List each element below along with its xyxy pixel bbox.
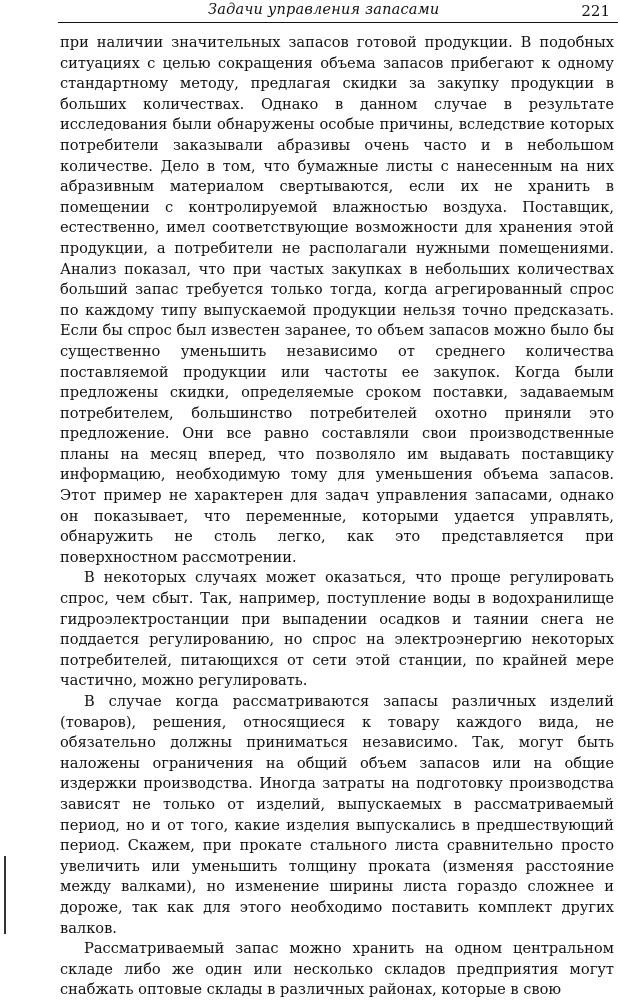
paragraph-1: при наличии значительных запасов готовой продукции. В подобных ситуациях с целью сокращения объема запасов прибегают к одному стандартному методу, предлагая скидки за закупку продукции в больших количествах. Однако в данном случае в результате исследования были обнаружены особые причины, вследствие которых потребители заказывали абразивы очень часто и в небольшом количестве. Дело в том, что бумажные листы с нанесенным на них абразивным материалом свертываются, если их не хранить в помещении с контролируемой влажностью воздуха. Поставщик, естественно, имел соответствующие возможности для хранения этой продукции, а потребители не располагали нужными помещениями. Анализ показал, что при частых закупках в небольших количествах больший запас требуется только тогда, когда агрегированный спрос по каждому типу выпускаемой продукции нельзя точно предсказать. Если бы спрос был известен заранее, то объем запасов можно было бы существенно уменьшить независимо от среднего количества поставляемой продукции или частоты ее закупок. Когда были предложены скидки, определяемые сроком поставки, задаваемым потребителем, большинство потребителей охотно приняли это предложение. Они все равно составляли свои производственные планы на месяц вперед, что позволяло им выдавать поставщику информацию, необходимую тому для уменьшения объема запасов. Этот пример не характерен для задач управления запасами, однако он показывает, что переменные, которыми удается управлять, обнаружить не столь легко, как это представляется при поверхностном рассмотрении.: [60, 34, 614, 566]
running-header: [58, 0, 618, 23]
body-text: [60, 33, 614, 1001]
paragraph-2: В некоторых случаях может оказаться, что проще регулировать спрос, чем сбыт. Так, например, поступление воды в водохранилище гидроэлектростанции при выпадении осадков и таянии снега не поддается регулированию, но спрос на электроэнергию некоторых потребителей, питающихся от сети этой станции, по крайней мере частично, можно регулировать.: [60, 569, 614, 690]
page-number: 221: [581, 2, 610, 20]
running-title: Задачи управления запасами: [208, 2, 440, 18]
margin-binding-mark: [4, 856, 6, 934]
paragraph-4: Рассматриваемый запас можно хранить на одном центральном складе либо же один или несколько складов предприятия могут снабжать оптовые склады в различных районах, которые в свою: [60, 940, 614, 999]
paragraph-3: В случае когда рассматриваются запасы различных изделий (товаров), решения, относящиеся к товару каждого вида, не обязательно должны приниматься независимо. Так, могут быть наложены ограничения на общий объем запасов или на общие издержки производства. Иногда затраты на подготовку производства зависят не только от изделий, выпускаемых в рассматриваемый период, но и от того, какие изделия выпускались в предшествующий период. Скажем, при прокате стального листа сравнительно просто увеличить или уменьшить толщину проката (изменяя расстояние между валками), но изменение ширины листа гораздо сложнее и дороже, так как для этого необходимо поставить комплект других валков.: [60, 693, 614, 937]
